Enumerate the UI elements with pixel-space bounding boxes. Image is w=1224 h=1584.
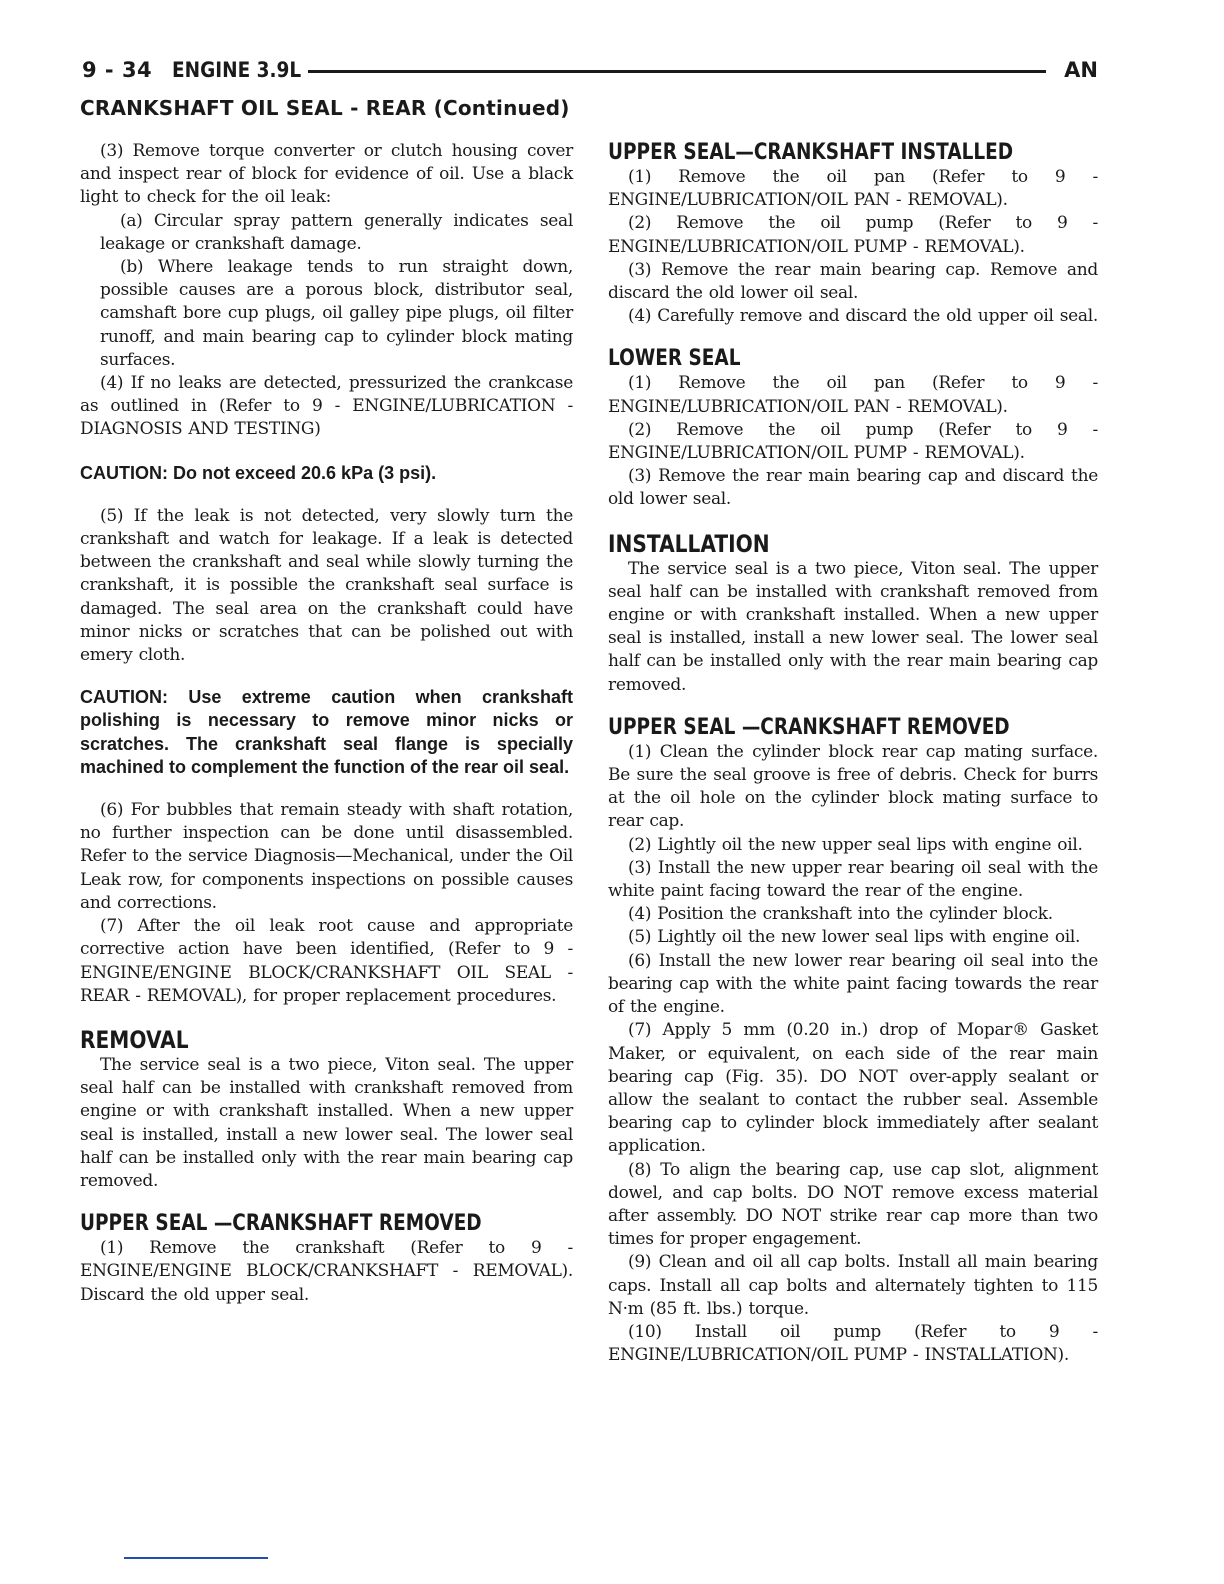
install-step-9: (9) Clean and oil all cap bolts. Install all main bearing caps. Install all cap bolts and alternately tighten to 115 N·m (85 ft. lbs.) torque. <box>608 1252 1098 1319</box>
caution-pressure: CAUTION: Do not exceed 20.6 kPa (3 psi). <box>80 462 437 483</box>
install-step-10: (10) Install oil pump (Refer to 9 - ENGINE/LUBRICATION/OIL PUMP - INSTALLATION). <box>608 1321 1098 1366</box>
upper-installed-step-4: (4) Carefully remove and discard the old upper oil seal. <box>628 306 1099 327</box>
footer-rule <box>124 1557 268 1559</box>
lower-seal-step-3: (3) Remove the rear main bearing cap and discard the old lower seal. <box>608 466 1098 510</box>
installation-text: The service seal is a two piece, Viton seal. The upper seal half can be installed with crankshaft removed from engine or with crankshaft installed. When a new upper seal is installed, install a new lower seal. The lower seal half can be installed only with the rear main bearing cap removed. <box>608 558 1098 695</box>
step-5: (5) If the leak is not detected, very slowly turn the crankshaft and watch for leakage. If a leak is detected between the crankshaft and seal while slowly turning the crankshaft, it is possible the crankshaft seal surface is damaged. The seal area on the crankshaft could have minor nicks or scratches that can be polished out with emery cloth. <box>80 505 573 666</box>
install-step-4: (4) Position the crankshaft into the cylinder block. <box>628 904 1053 925</box>
lower-seal-step-2: (2) Remove the oil pump (Refer to 9 - ENGINE/LUBRICATION/OIL PUMP - REMOVAL). <box>608 419 1098 464</box>
left-column <box>80 140 573 1307</box>
install-step-2: (2) Lightly oil the new upper seal lips with engine oil. <box>628 834 1083 855</box>
install-step-3: (3) Install the new upper rear bearing oil seal with the white paint facing toward the rear of the engine. <box>608 857 1098 902</box>
step-3b: (b) Where leakage tends to run straight down, possible causes are a porous block, distributor seal, camshaft bore cup plugs, oil galley pipe plugs, oil filter runoff, and main bearing cap to cylinder block mating surfaces. <box>100 257 573 370</box>
header-rule <box>308 70 1046 73</box>
step-6: (6) For bubbles that remain steady with shaft rotation, no further inspection can be done until disassembled. Refer to the service Diagnosis—Mechanical, under the Oil Leak row, for components inspections on possible causes and corrections. <box>80 800 573 913</box>
lower-seal-step-1: (1) Remove the oil pan (Refer to 9 - ENGINE/LUBRICATION/OIL PAN - REMOVAL). <box>608 373 1098 417</box>
caution-polishing: CAUTION: Use extreme caution when crankshaft polishing is necessary to remove minor nicks or scratches. The crankshaft seal flange is specially machined to complement the function of the rear oil seal. <box>80 687 573 777</box>
lower-seal-heading: LOWER SEAL <box>608 346 741 372</box>
upper-installed-step-3: (3) Remove the rear main bearing cap. Remove and discard the old lower oil seal. <box>608 259 1098 304</box>
install-step-8: (8) To align the bearing cap, use cap slot, alignment dowel, and cap bolts. DO NOT remove excess material after assembly. DO NOT strike rear cap more than two times for proper engagement. <box>608 1159 1098 1250</box>
upper-installed-step-2: (2) Remove the oil pump (Refer to 9 - ENGINE/LUBRICATION/OIL PUMP - REMOVAL). <box>608 213 1098 257</box>
install-step-6: (6) Install the new lower rear bearing oil seal into the bearing cap with the white paint facing towards the rear of the engine. <box>608 950 1098 1018</box>
upper-seal-removed-heading-install: UPPER SEAL —CRANKSHAFT REMOVED <box>608 714 1010 740</box>
right-column <box>608 140 1098 1367</box>
upper-seal-removed-step-1: (1) Remove the crankshaft (Refer to 9 - ENGINE/ENGINE BLOCK/CRANKSHAFT - REMOVAL). Discard the old upper seal. <box>80 1238 573 1305</box>
step-3: (3) Remove torque converter or clutch housing cover and inspect rear of block for evidence of oil. Use a black light to check for the oil leak: <box>80 141 573 208</box>
page-title: CRANKSHAFT OIL SEAL - REAR (Continued) <box>80 96 570 120</box>
install-step-1: (1) Clean the cylinder block rear cap mating surface. Be sure the seal groove is free of debris. Check for burrs at the oil hole on the cylinder block mating surface to rear cap. <box>608 741 1098 832</box>
upper-seal-removed-heading: UPPER SEAL —CRANKSHAFT REMOVED <box>80 1211 482 1237</box>
model-code: AN <box>1064 58 1098 82</box>
page-header <box>82 56 1098 86</box>
section-title: ENGINE 3.9L <box>172 58 302 82</box>
removal-text: The service seal is a two piece, Viton seal. The upper seal half can be installed with crankshaft removed from engine or with crankshaft installed. When a new upper seal is installed, install a new lower seal. The lower seal half can be installed only with the rear main bearing cap removed. <box>80 1054 573 1191</box>
step-3a: (a) Circular spray pattern generally indicates seal leakage or crankshaft damage. <box>100 210 573 254</box>
install-step-5: (5) Lightly oil the new lower seal lips with engine oil. <box>628 927 1081 948</box>
removal-heading: REMOVAL <box>80 1025 189 1054</box>
page-number: 9 - 34 <box>82 58 153 82</box>
step-7: (7) After the oil leak root cause and appropriate corrective action have been identified, (Refer to 9 - ENGINE/ENGINE BLOCK/CRANKSHAFT OIL SEAL - REAR - REMOVAL), for proper replacement procedures. <box>80 916 573 1006</box>
install-step-7: (7) Apply 5 mm (0.20 in.) drop of Mopar® Gasket Maker, or equivalent, on each side of the rear main bearing cap (Fig. 35). DO NOT over-apply sealant or allow the sealant to contact the rubber seal. Assemble bearing cap to cylinder block immediately after sealant application. <box>608 1020 1098 1157</box>
upper-installed-step-1: (1) Remove the oil pan (Refer to 9 - ENGINE/LUBRICATION/OIL PAN - REMOVAL). <box>608 167 1098 211</box>
installation-heading: INSTALLATION <box>608 529 770 558</box>
step-4: (4) If no leaks are detected, pressurized the crankcase as outlined in (Refer to 9 - ENGINE/LUBRICATION - DIAGNOSIS AND TESTING) <box>80 373 573 440</box>
upper-seal-installed-heading: UPPER SEAL—CRANKSHAFT INSTALLED <box>608 140 1014 165</box>
